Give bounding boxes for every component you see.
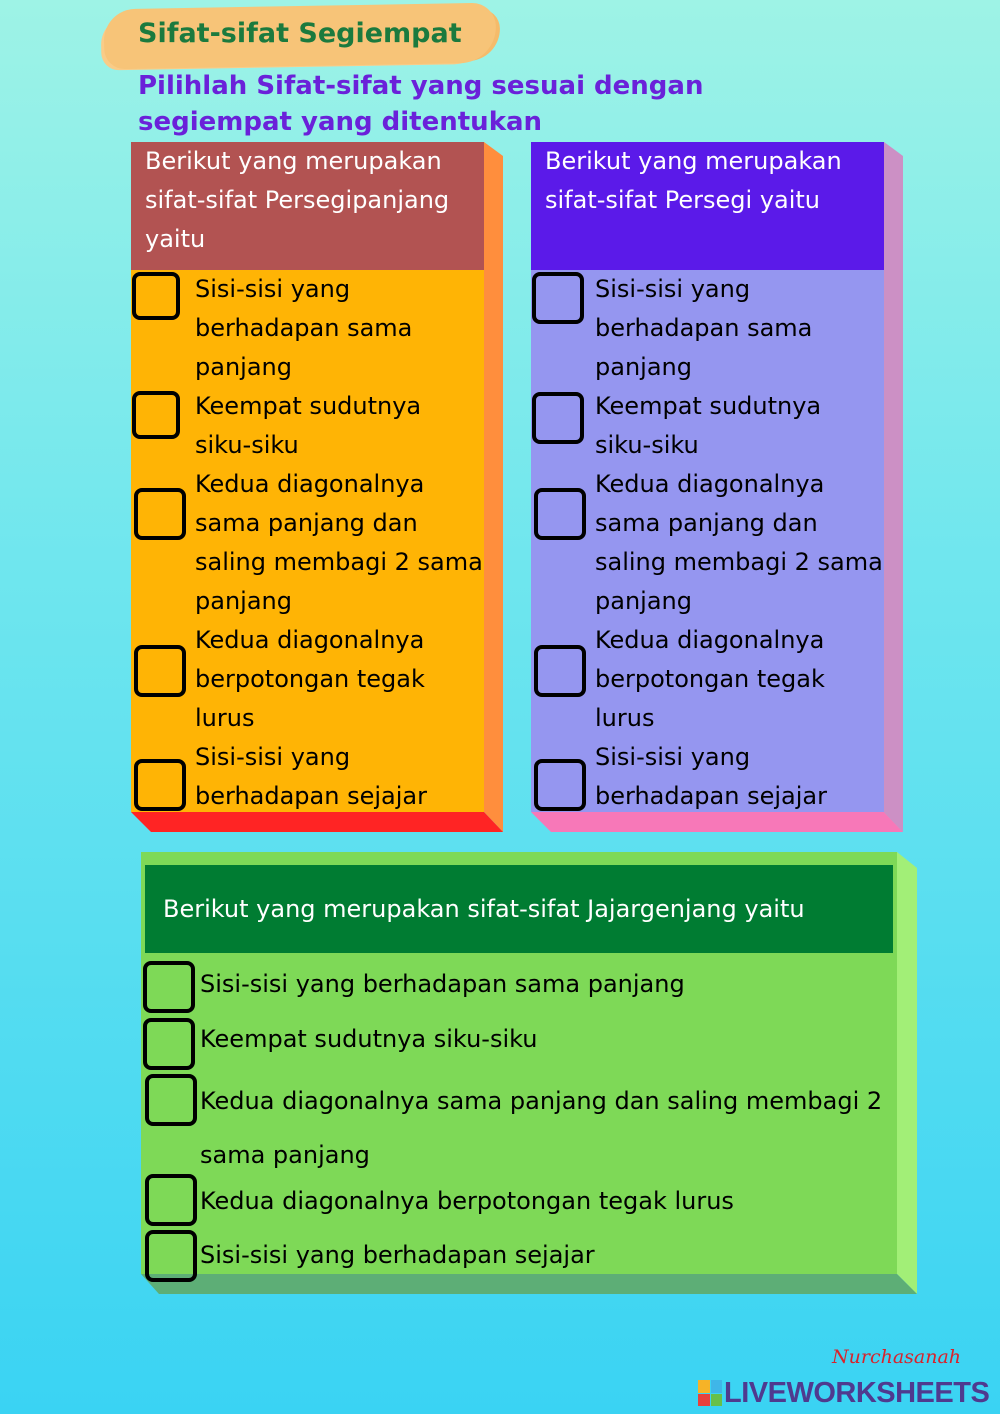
option-checkbox[interactable] [134,488,186,540]
card-face [141,852,897,1274]
option-checkbox[interactable] [532,392,584,444]
card-header: Berikut yang merupakan sifat-sifat Persegipanjang yaitu [131,142,484,270]
option-checkbox[interactable] [534,759,586,811]
card-bottom [141,1274,917,1294]
option-label: Keempat sudutnya siku-siku [195,392,422,459]
logo-square [698,1380,710,1393]
option-label: Kedua diagonalnya berpotongan tegak lurus [595,626,825,732]
logo-square [711,1394,723,1407]
card-persegipanjang [131,142,503,832]
instruction-text: Pilihlah Sifat-sifat yang sesuai dengan segiempat yang ditentukan [138,71,704,137]
card-header: Berikut yang merupakan sifat-sifat Persegi yaitu [531,142,884,270]
option-label: Sisi-sisi yang berhadapan sama panjang [195,275,413,381]
option-checkbox[interactable] [134,759,186,811]
card-jajargenjang [141,852,917,1294]
logo-square [711,1380,723,1393]
logo-square [698,1394,710,1407]
option-label: Kedua diagonalnya berpotongan tegak lurus [195,626,425,732]
card-face [531,142,884,812]
brand-name: LIVEWORKSHEETS [724,1377,990,1409]
option-checkbox[interactable] [145,1074,197,1126]
option-checkbox[interactable] [134,645,186,697]
option-label: Kedua diagonalnya sama panjang dan saling membagi 2 sama panjang [195,470,483,615]
option-checkbox[interactable] [145,1230,197,1282]
option-checkbox[interactable] [532,272,584,324]
option-label: Kedua diagonalnya berpotongan tegak lurus [200,1187,734,1215]
logo-squares-icon [698,1380,722,1406]
option-label: Sisi-sisi yang berhadapan sejajar [595,743,827,810]
option-label: Kedua diagonalnya sama panjang dan saling membagi 2 sama panjang [595,470,883,615]
author-signature: Nurchasanah [832,1346,962,1368]
option-label: Sisi-sisi yang berhadapan sejajar [195,743,427,810]
option-checkbox[interactable] [534,488,586,540]
option-checkbox[interactable] [132,272,180,320]
option-label: Sisi-sisi yang berhadapan sejajar [200,1241,595,1269]
option-checkbox[interactable] [143,961,195,1013]
option-label: Sisi-sisi yang berhadapan sama panjang [200,970,685,998]
option-checkbox[interactable] [145,1174,197,1226]
option-label: Sisi-sisi yang berhadapan sama panjang [595,275,813,381]
card-side [897,852,917,1294]
option-checkbox[interactable] [143,1018,195,1070]
option-checkbox[interactable] [132,391,180,439]
option-checkbox[interactable] [534,645,586,697]
card-face [131,142,484,812]
option-label: Keempat sudutnya siku-siku [595,392,822,459]
option-label: Kedua diagonalnya sama panjang dan saling membagi 2 sama panjang [200,1087,883,1169]
page-title: Sifat-sifat Segiempat [138,18,462,49]
card-header: Berikut yang merupakan sifat-sifat Jajargenjang yaitu [145,865,893,953]
card-persegi [531,142,903,832]
option-label: Keempat sudutnya siku-siku [200,1025,538,1053]
